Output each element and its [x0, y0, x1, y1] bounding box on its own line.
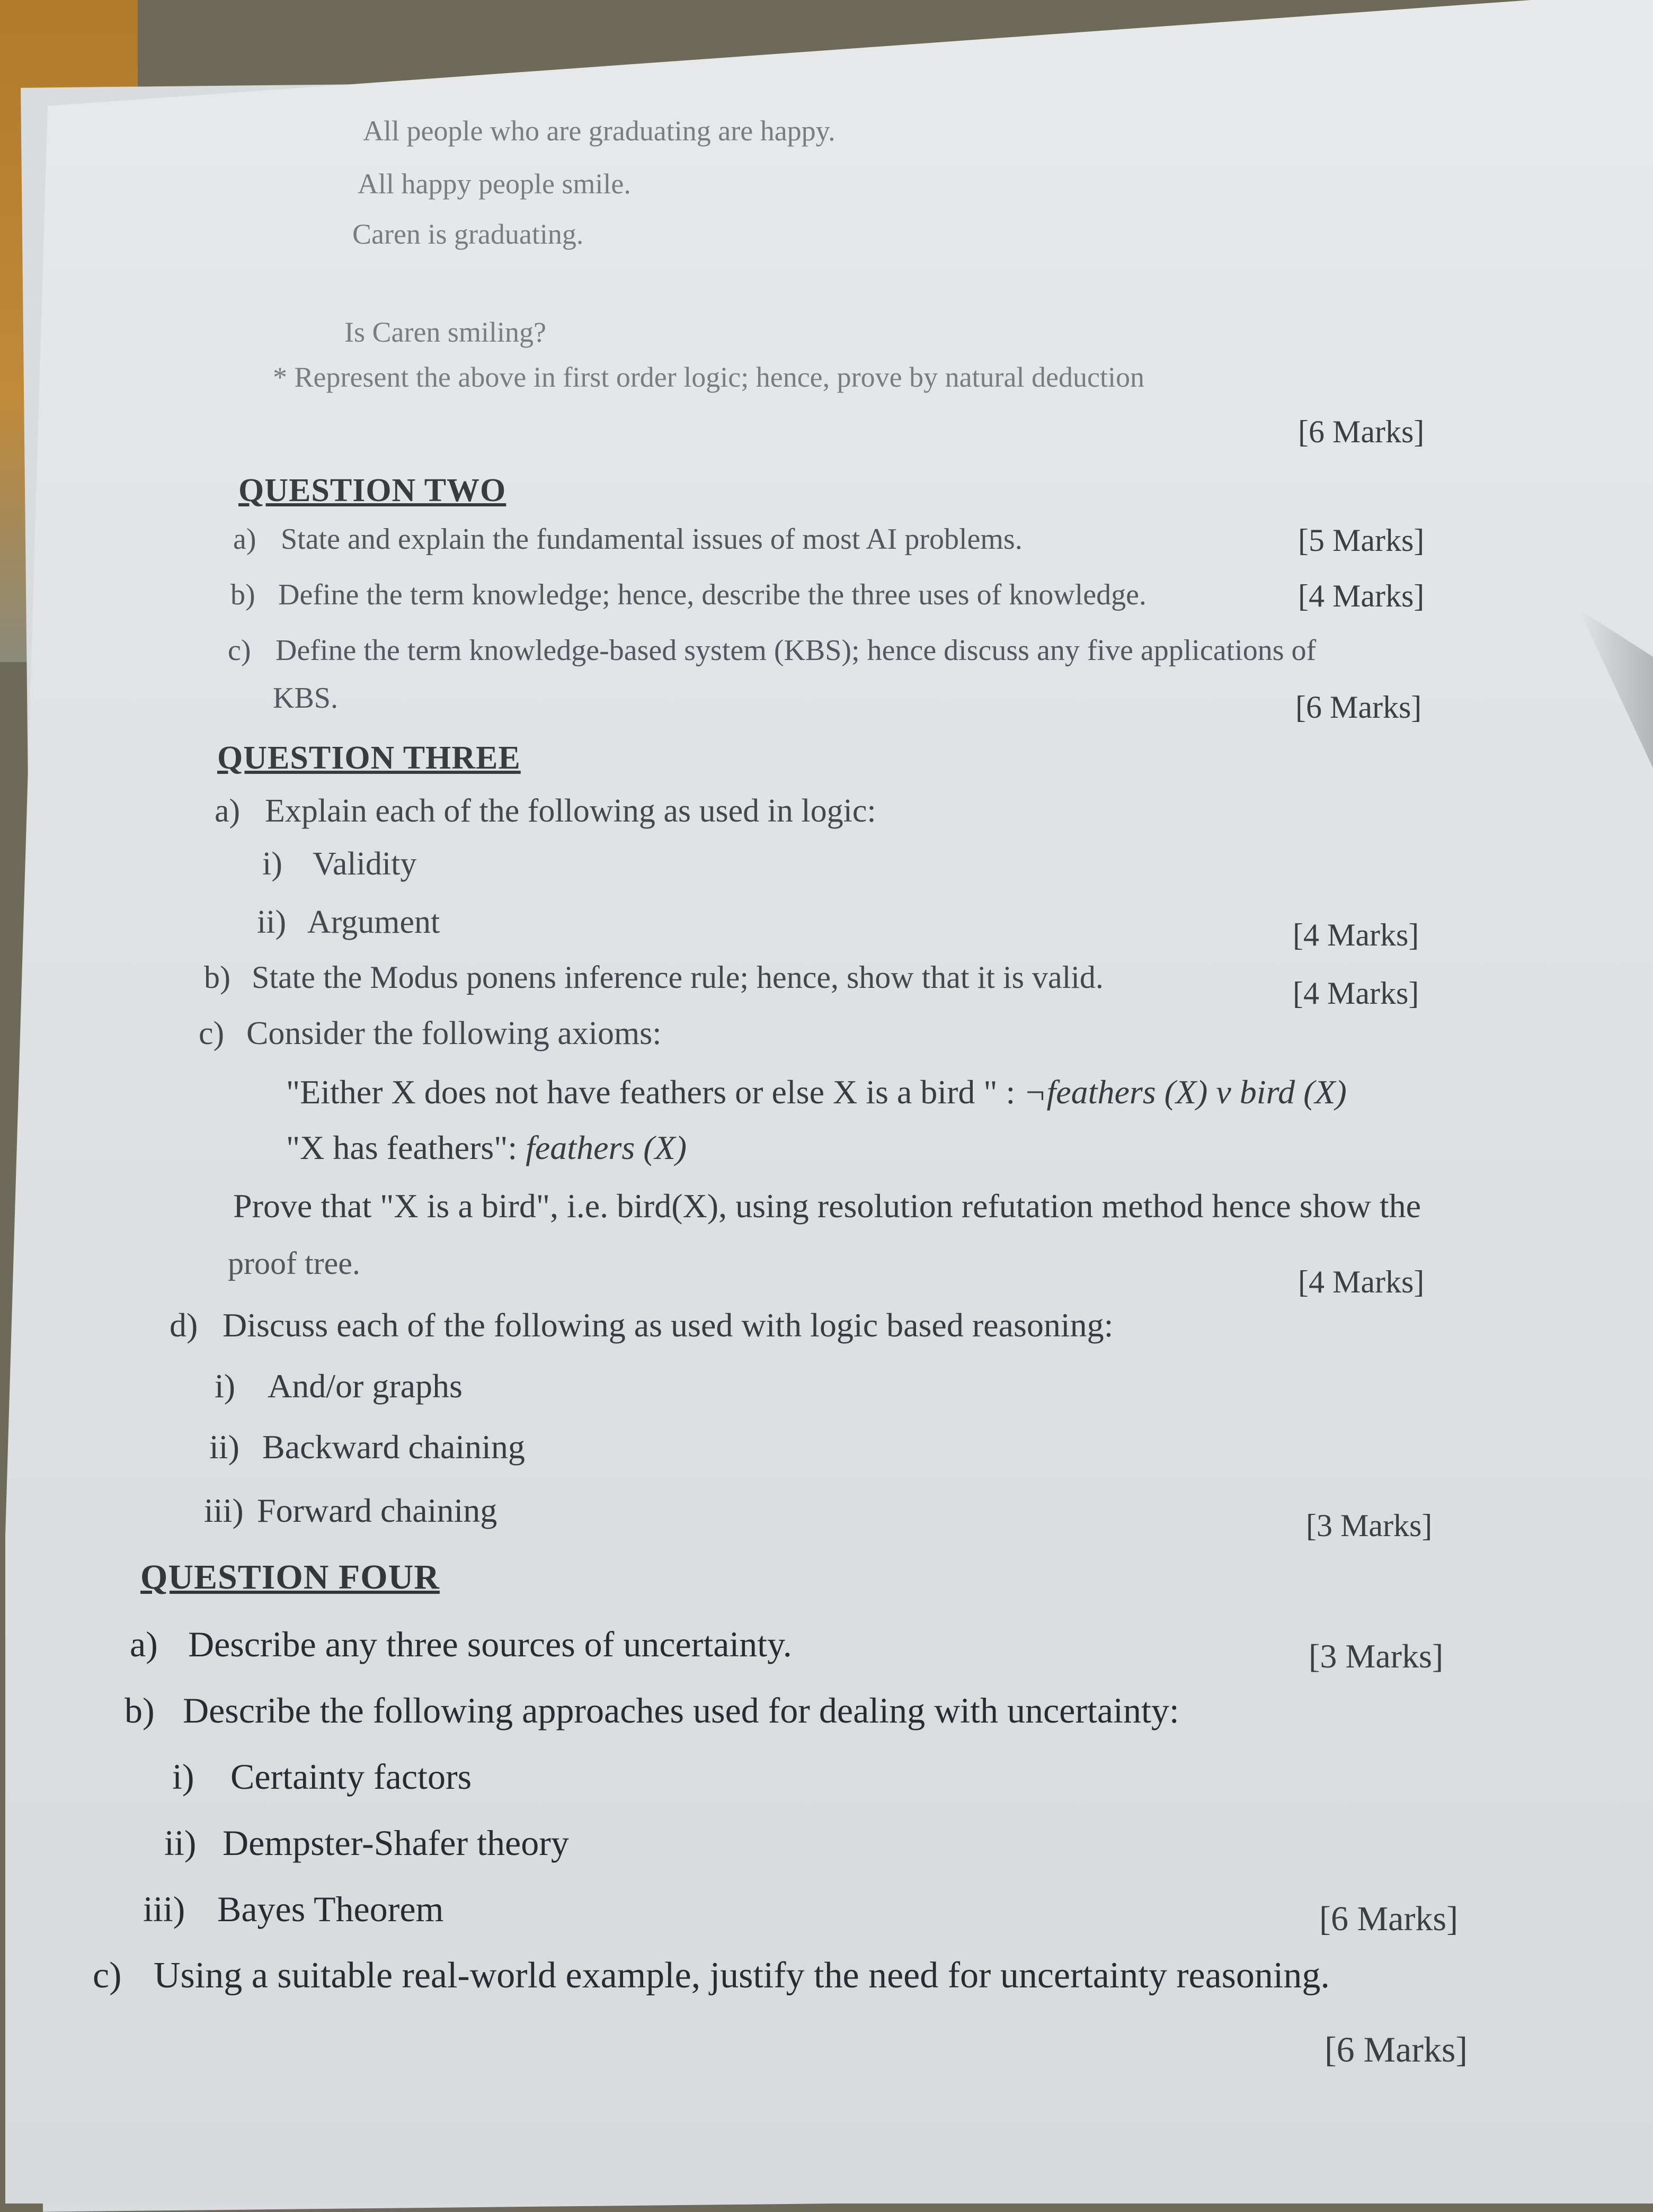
q3a-label: a) [215, 793, 241, 829]
q2a-text: State and explain the fundamental issues of most AI problems. [281, 523, 1023, 556]
premise-3: Caren is graduating. [352, 218, 584, 250]
q4a-label: a) [130, 1624, 158, 1664]
intro-marks: [6 Marks] [1298, 414, 1425, 449]
q4b-item-3-label: iii) [143, 1889, 185, 1929]
q2-heading: QUESTION TWO [238, 472, 506, 509]
q3c-axiom-1 [286, 1075, 1347, 1109]
q3c-axiom-2-formula: feathers (X) [526, 1129, 687, 1166]
q4c-text: Using a suitable real-world example, justify the need for uncertainty reasoning. [154, 1955, 1330, 1996]
q4-heading: QUESTION FOUR [140, 1558, 440, 1596]
q4b-item-3-text: Bayes Theorem [217, 1889, 444, 1929]
q4b-item-1-label: i) [172, 1756, 194, 1797]
q2c-marks: [6 Marks] [1295, 690, 1422, 725]
q3a-item-1-label: i) [262, 846, 282, 882]
premise-1: All people who are graduating are happy. [363, 115, 836, 147]
q4b-item-1-text: Certainty factors [230, 1756, 472, 1797]
q4b-marks: [6 Marks] [1319, 1899, 1459, 1938]
q3a-item-1-text: Validity [313, 846, 417, 882]
q3c-label: c) [199, 1015, 225, 1051]
q4a-text: Describe any three sources of uncertainty. [188, 1624, 792, 1664]
q3c-axiom-2 [286, 1131, 687, 1165]
q3d-item-1-text: And/or graphs [268, 1367, 463, 1405]
q2b-label: b) [230, 578, 255, 611]
q3a-marks: [4 Marks] [1293, 917, 1419, 952]
q4a-marks: [3 Marks] [1309, 1637, 1444, 1675]
q3c-prove-cont: proof tree. [228, 1246, 360, 1281]
q3d-item-2-text: Backward chaining [262, 1428, 525, 1466]
intro-question: Is Caren smiling? [344, 316, 546, 348]
q3d-item-2-label: ii) [209, 1428, 239, 1466]
q4b-item-2-label: ii) [164, 1823, 197, 1863]
q3d-text: Discuss each of the following as used with logic based reasoning: [223, 1306, 1114, 1344]
q3a-item-2-label: ii) [257, 904, 287, 940]
q3c-marks: [4 Marks] [1298, 1264, 1425, 1299]
premise-2: All happy people smile. [358, 168, 631, 200]
q3d-label: d) [170, 1306, 198, 1344]
intro-instruction: * Represent the above in first order logic; hence, prove by natural deduction [273, 361, 1144, 393]
q3d-item-3-label: iii) [204, 1492, 244, 1529]
q3a-text: Explain each of the following as used in logic: [265, 793, 876, 829]
q2c-text-cont: KBS. [273, 682, 338, 715]
q3d-marks: [3 Marks] [1306, 1508, 1433, 1543]
q2b-text: Define the term knowledge; hence, describe the three uses of knowledge. [278, 578, 1147, 611]
q4b-text: Describe the following approaches used for dealing with uncertainty: [183, 1690, 1179, 1731]
q3b-label: b) [204, 960, 230, 995]
q3d-item-1-label: i) [215, 1367, 236, 1405]
q3c-axiom-1-formula: ¬feathers (X) v bird (X) [1024, 1073, 1347, 1111]
q3c-text: Consider the following axioms: [246, 1015, 662, 1051]
q3-heading: QUESTION THREE [217, 740, 521, 776]
q2a-marks: [5 Marks] [1298, 523, 1425, 558]
q2c-text: Define the term knowledge-based system (KBS); hence discuss any five applications of [276, 634, 1317, 667]
q3c-prove: Prove that "X is a bird", i.e. bird(X), using resolution refutation method hence show the [233, 1187, 1421, 1225]
q3c-axiom-1-text: "Either X does not have feathers or else X is a bird " : [286, 1073, 1016, 1111]
q3a-item-2-text: Argument [307, 904, 440, 940]
q3c-axiom-2-text: "X has feathers": [286, 1129, 518, 1166]
q3b-marks: [4 Marks] [1293, 976, 1419, 1011]
q3b-text: State the Modus ponens inference rule; hence, show that it is valid. [252, 960, 1104, 995]
q2c-label: c) [228, 634, 251, 667]
q3d-item-3-text: Forward chaining [257, 1492, 497, 1529]
q2b-marks: [4 Marks] [1298, 578, 1425, 613]
q4c-label: c) [93, 1955, 122, 1996]
q4b-item-2-text: Dempster-Shafer theory [223, 1823, 569, 1863]
q2a-label: a) [233, 523, 256, 556]
q4c-marks: [6 Marks] [1325, 2029, 1468, 2070]
q4b-label: b) [125, 1690, 155, 1731]
